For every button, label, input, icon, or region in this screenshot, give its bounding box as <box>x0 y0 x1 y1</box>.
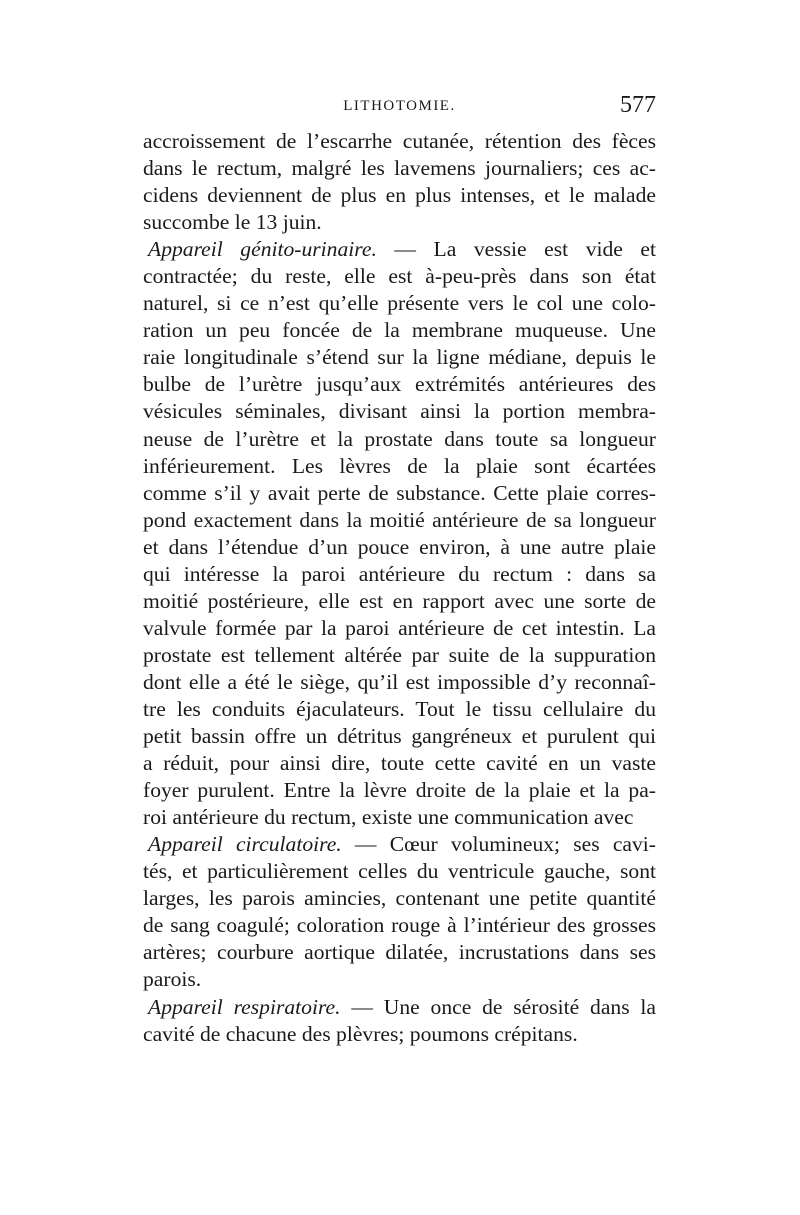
text-line: larges, les parois amincies, contenant une petite quantité <box>143 886 656 911</box>
text-line: ration un peu foncée de la membrane muqueuse. Une <box>143 318 656 343</box>
text-line: et dans l’étendue d’un pouce environ, à une autre plaie <box>143 534 656 559</box>
text-line: roi antérieure du rectum, existe une communication avec <box>143 805 634 830</box>
section-heading: Appareil respiratoire. <box>148 994 341 1019</box>
text-line: tre les conduits éjaculateurs. Tout le tissu cellulaire du <box>143 696 656 721</box>
paragraph-first-line <box>143 236 656 263</box>
text-line: petit bassin offre un détritus gangréneux et purulent qui <box>143 724 656 749</box>
text-line: neuse de l’urètre et la prostate dans toute sa longueur <box>143 426 656 451</box>
text-line: artères; courbure aortique dilatée, incrustations dans ses <box>143 940 656 965</box>
text-run: — Cœur volumineux; ses cavi- <box>341 832 656 857</box>
page-number: 577 <box>620 92 656 118</box>
body-text <box>143 128 656 1048</box>
paragraph-circulatoire <box>143 831 656 993</box>
text-line: a réduit, pour ainsi dire, toute cette cavité en un vaste <box>143 751 656 776</box>
text-line: bulbe de l’urètre jusqu’aux extrémités antérieures des <box>143 372 656 397</box>
paragraph-first-line <box>143 831 656 858</box>
section-heading: Appareil circulatoire. <box>148 832 342 857</box>
text-line: valvule formée par la paroi antérieure de cet intestin. La <box>143 615 656 640</box>
paragraph-genito-urinaire <box>143 236 656 831</box>
text-line: dont elle a été le siège, qu’il est impossible d’y reconnaî- <box>143 669 656 694</box>
section-heading: Appareil génito-urinaire. <box>148 237 377 262</box>
text-line: cavité de chacune des plèvres; poumons crépitans. <box>143 1021 578 1046</box>
text-line: tés, et particulièrement celles du ventricule gauche, sont <box>143 859 656 884</box>
text-line: succombe le 13 juin. <box>143 210 322 235</box>
paragraph-continuation <box>143 128 656 236</box>
paragraph-first-line <box>143 994 656 1021</box>
text-line: contractée; du reste, elle est à-peu-près dans son état <box>143 264 656 289</box>
text-line: accroissement de l’escarrhe cutanée, rétention des fèces <box>143 129 656 153</box>
text-line: parois. <box>143 967 202 992</box>
text-run: — La vessie est vide et <box>376 237 656 262</box>
text-line: moitié postérieure, elle est en rapport avec une sorte de <box>143 588 656 613</box>
text-line: prostate est tellement altérée par suite de la suppuration <box>143 642 656 667</box>
text-run: — Une once de sérosité dans la <box>340 994 656 1019</box>
text-line: comme s’il y avait perte de substance. Cette plaie corres- <box>143 480 656 505</box>
text-line: foyer purulent. Entre la lèvre droite de la plaie et la pa- <box>143 778 656 803</box>
text-line: pond exactement dans la moitié antérieure de sa longueur <box>143 507 656 532</box>
text-line: dans le rectum, malgré les lavemens journaliers; ces ac- <box>143 156 656 181</box>
text-line: de sang coagulé; coloration rouge à l’intérieur des grosses <box>143 913 656 938</box>
text-line: cidens deviennent de plus en plus intenses, et le malade <box>143 183 656 208</box>
text-line: inférieurement. Les lèvres de la plaie sont écartées <box>143 453 656 478</box>
running-head <box>143 92 656 128</box>
text-line: vésicules séminales, divisant ainsi la portion membra- <box>143 399 656 424</box>
paragraph-respiratoire <box>143 994 656 1048</box>
running-title: LITHOTOMIE. <box>343 98 456 114</box>
text-line: raie longitudinale s’étend sur la ligne médiane, depuis le <box>143 345 656 370</box>
text-line: qui intéresse la paroi antérieure du rectum : dans sa <box>143 561 656 586</box>
text-line: naturel, si ce n’est qu’elle présente vers le col une colo- <box>143 291 656 316</box>
